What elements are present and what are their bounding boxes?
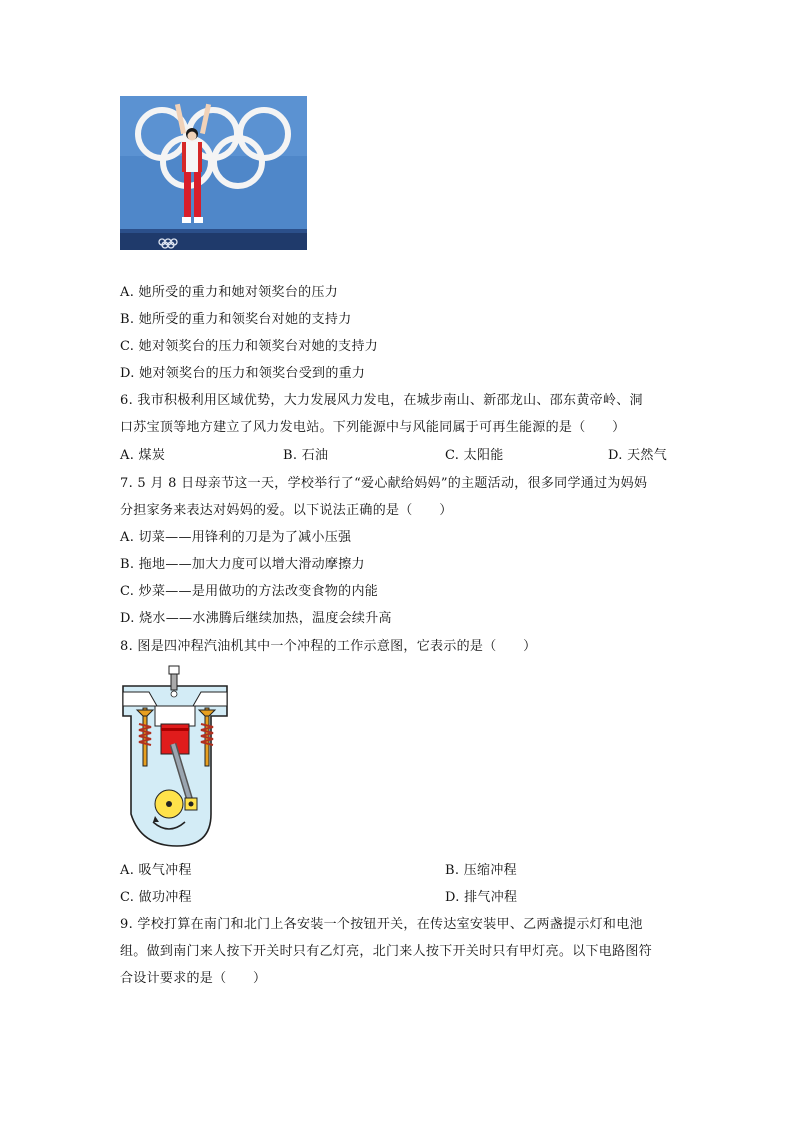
q6-stem-line2: 口苏宝顶等地方建立了风力发电站。下列能源中与风能同属于可再生能源的是（ ） [120,420,626,435]
q6-option-b: B. 石油 [283,448,329,463]
q7-stem-line2: 分担家务来表达对妈妈的爱。以下说法正确的是（ ） [120,503,453,518]
q8-option-b: B. 压缩冲程 [445,863,517,878]
q5-option-a: A. 她所受的重力和她对领奖台的压力 [120,285,339,300]
q5-option-b: B. 她所受的重力和领奖台对她的支持力 [120,312,352,327]
q9-stem-line1: 9. 学校打算在南门和北门上各安装一个按钮开关，在传达室安装甲、乙两盏提示灯和电池 [120,917,643,932]
q8-option-a: A. 吸气冲程 [120,863,192,878]
q5-option-c: C. 她对领奖台的压力和领奖台对她的支持力 [120,339,379,354]
q7-option-a: A. 切菜——用锋利的刀是为了减小压强 [120,530,352,545]
q7-option-b: B. 拖地——加大力度可以增大滑动摩擦力 [120,557,365,572]
q7-option-d: D. 烧水——水沸腾后继续加热，温度会续升高 [120,611,392,626]
q8-option-d: D. 排气冲程 [445,890,518,905]
q6-option-a: A. 煤炭 [120,448,166,463]
q8-stem-line1: 8. 图是四冲程汽油机其中一个冲程的工作示意图，它表示的是（ ） [120,639,537,654]
q9-stem-line3: 合设计要求的是（ ） [120,971,267,986]
q9-stem-line2: 组。做到南门来人按下开关时只有乙灯亮，北门来人按下开关时只有甲灯亮。以下电路图符 [120,944,653,959]
engine-stroke-diagram [119,664,231,848]
q7-option-c: C. 炒菜——是用做功的方法改变食物的内能 [120,584,379,599]
podium-photo [120,96,307,250]
q7-stem-line1: 7. 5 月 8 日母亲节这一天，学校举行了“爱心献给妈妈”的主题活动，很多同学通过为妈妈 [120,476,648,491]
podium-photo-illustration [120,96,307,250]
q5-option-d: D. 她对领奖台的压力和领奖台受到的重力 [120,366,366,381]
q6-stem-line1: 6. 我市积极利用区域优势，大力发展风力发电，在城步南山、新邵龙山、邵东黄帝岭、洞 [120,393,643,408]
engine-diagram-illustration [119,664,231,848]
q6-option-d: D. 天然气 [608,448,668,463]
q8-option-c: C. 做功冲程 [120,890,192,905]
q6-option-c: C. 太阳能 [445,448,504,463]
